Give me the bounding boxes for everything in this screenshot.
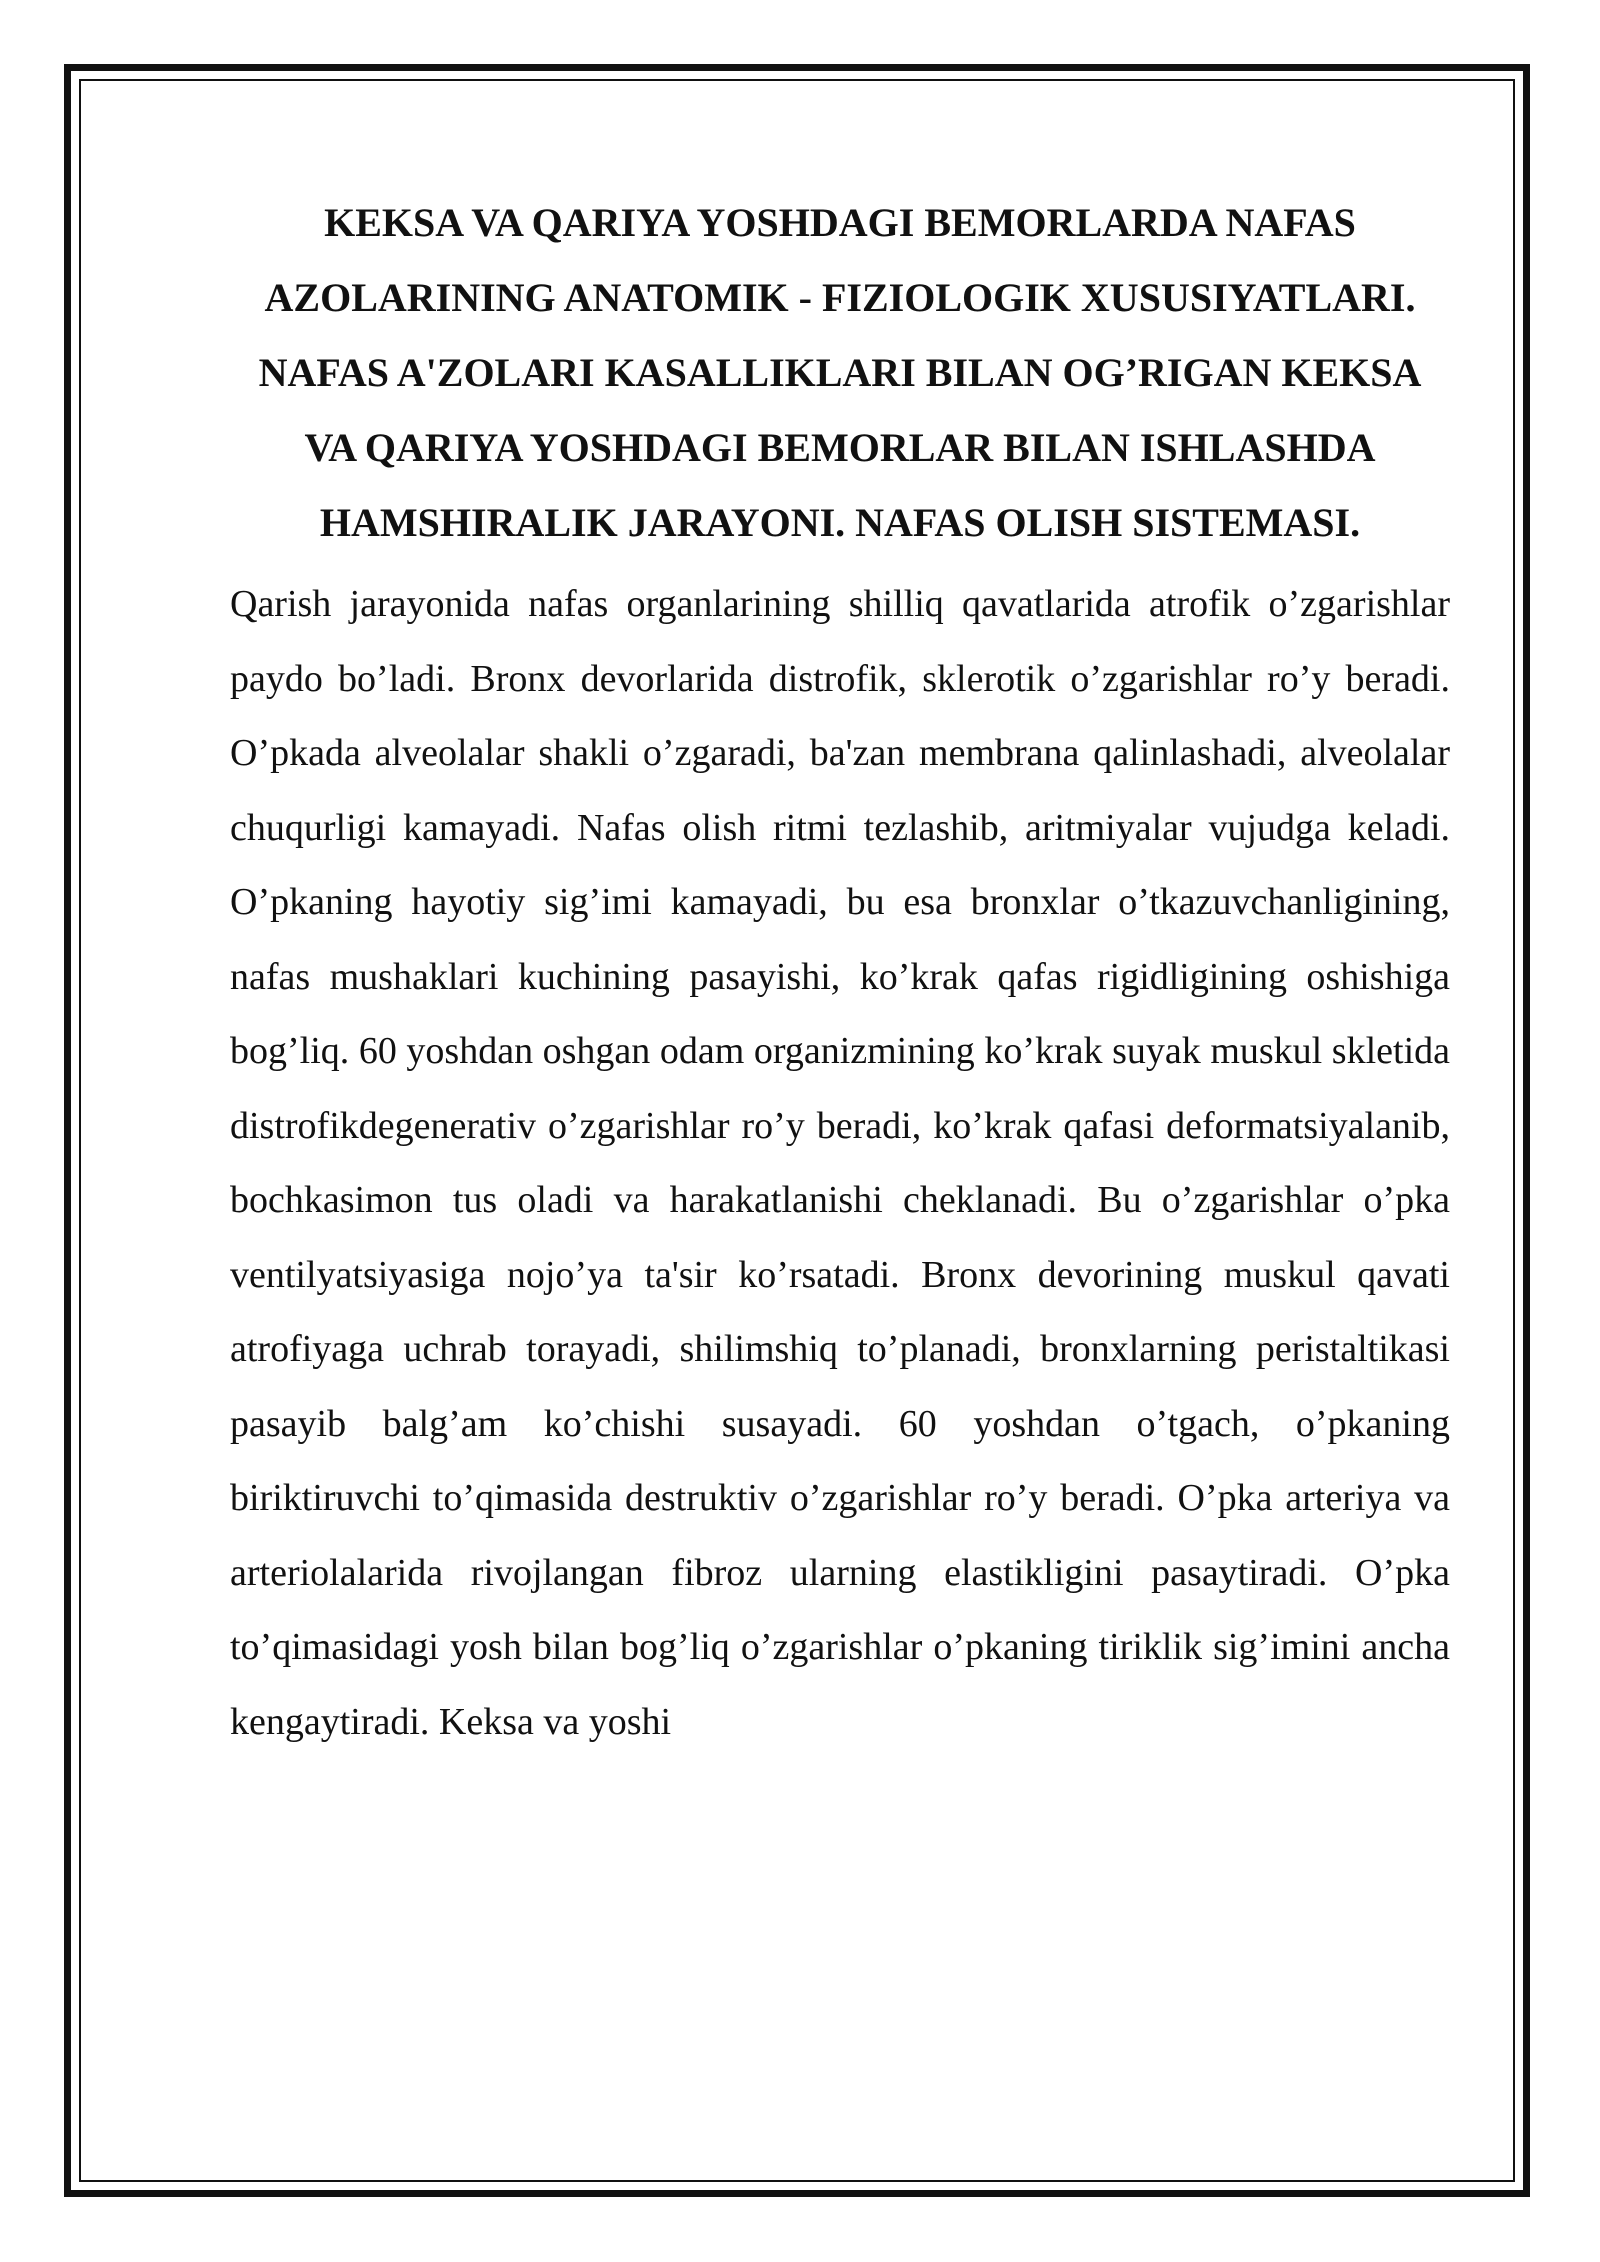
document-title: KEKSA VA QARIYA YOSHDAGI BEMORLARDA NAFAS AZOLARINING ANATOMIK - FIZIOLOGIK XUSUSIYATLARI. NAFAS A'ZOLARI KASALLIKLARI BILAN OG’RIGAN KEKSA VA QARIYA YOSHDAGI BEMORLAR BILAN ISHLASHDA HAMSHIRALIK JARAYONI. NAFAS OLISH SISTEMASI. (258, 200, 1422, 545)
document-content (230, 185, 1450, 1759)
body-paragraph: Qarish jarayonida nafas organlarining shilliq qavatlarida atrofik o’zgarishlar paydo bo’ladi. Bronx devorlarida distrofik, sklerotik o’zgarishlar ro’y beradi. O’pkada alveolalar shakli o’zgaradi, ba'zan membrana qalinlashadi, alveolalar chuqurligi kamayadi. Nafas olish ritmi tezlashib, aritmiyalar vujudga keladi. O’pkaning hayotiy sig’imi kamayadi, bu esa bronxlar o’tkazuvchanligining, nafas mushaklari kuchining pasayishi, ko’krak qafas rigidligining oshishiga bog’liq. 60 yoshdan oshgan odam organizmining ko’krak suyak muskul skletida distrofikdegenerativ o’zgarishlar ro’y beradi, ko’krak qafasi deformatsiyalanib, bochkasimon tus oladi va harakatlanishi cheklanadi. Bu o’zgarishlar o’pka ventilyatsiyasiga nojo’ya ta'sir ko’rsatadi. Bronx devorining muskul qavati atrofiyaga uchrab torayadi, shilimshiq to’planadi, bronxlarning peristaltikasi pasayib balg’am ko’chishi susayadi. 60 yoshdan o’tgach, o’pkaning biriktiruvchi to’qimasida destruktiv o’zgarishlar ro’y beradi. O’pka arteriya va arteriolalarida rivojlangan fibroz ularning elastikligini pasaytiradi. O’pka to’qimasidagi yosh bilan bog’liq o’zgarishlar o’pkaning tiriklik sig’imini ancha kengaytiradi. Keksa va yoshi (230, 583, 1450, 1743)
